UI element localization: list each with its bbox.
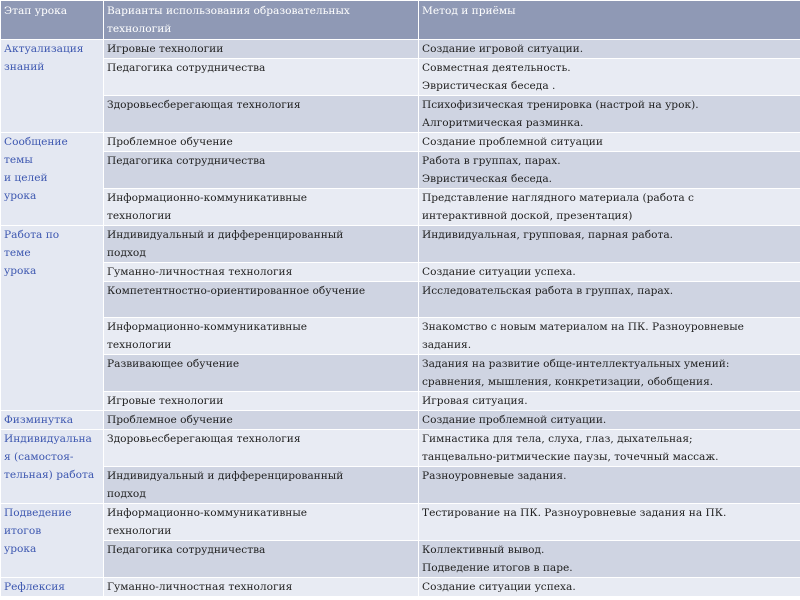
technology-cell bbox=[104, 467, 419, 504]
technology-line: подход bbox=[107, 247, 146, 259]
technology-cell bbox=[104, 40, 419, 59]
technology-cell bbox=[104, 392, 419, 411]
method-line: Психофизическая тренировка (настрой на урок). bbox=[422, 99, 699, 111]
stage-line: урока bbox=[4, 265, 37, 277]
technology-cell bbox=[104, 541, 419, 578]
method-line: Создание ситуации успеха. bbox=[422, 266, 576, 278]
method-cell bbox=[419, 541, 800, 578]
table-row bbox=[1, 504, 800, 541]
technology-line: Здоровьесберегающая технология bbox=[107, 433, 301, 445]
method-line: сравнения, мышления, конкретизации, обобщения. bbox=[422, 376, 714, 388]
stage-line: Индивидуальна bbox=[4, 433, 92, 445]
technology-cell bbox=[104, 189, 419, 226]
table-row bbox=[1, 578, 800, 597]
method-cell bbox=[419, 133, 800, 152]
stage-line: темы bbox=[4, 154, 33, 166]
method-cell bbox=[419, 282, 800, 318]
method-line: Представление наглядного материала (работа с bbox=[422, 192, 694, 204]
technology-line: Индивидуальный и дифференцированный bbox=[107, 470, 344, 482]
table-row bbox=[1, 96, 800, 133]
method-cell bbox=[419, 96, 800, 133]
table-row bbox=[1, 226, 800, 263]
method-line: Тестирование на ПК. Разноуровневые задания на ПК. bbox=[422, 507, 727, 519]
method-line: Подведение итогов в паре. bbox=[422, 562, 573, 574]
method-line: Создание проблемной ситуации bbox=[422, 136, 603, 148]
technology-line: технологии bbox=[107, 210, 172, 222]
technology-line: Проблемное обучение bbox=[107, 414, 233, 426]
technology-cell bbox=[104, 133, 419, 152]
table-row bbox=[1, 282, 800, 318]
table-row bbox=[1, 263, 800, 282]
technology-cell bbox=[104, 355, 419, 392]
stage-line: Физминутка bbox=[4, 414, 74, 426]
stage-line: я (самостоя- bbox=[4, 451, 74, 463]
stage-cell bbox=[1, 430, 104, 504]
method-line: танцевально-ритмические паузы, точечный массаж. bbox=[422, 451, 719, 463]
stage-line: и целей bbox=[4, 172, 48, 184]
stage-line: Рефлексия bbox=[4, 581, 65, 593]
method-line: Исследовательская работа в группах, парах. bbox=[422, 285, 674, 297]
table-row bbox=[1, 59, 800, 96]
technology-cell bbox=[104, 263, 419, 282]
technology-line: Гуманно-личностная технология bbox=[107, 266, 293, 278]
method-cell bbox=[419, 189, 800, 226]
technology-line: Индивидуальный и дифференцированный bbox=[107, 229, 344, 241]
stage-cell bbox=[1, 578, 104, 597]
method-cell bbox=[419, 504, 800, 541]
table-row bbox=[1, 392, 800, 411]
table-row bbox=[1, 430, 800, 467]
method-cell bbox=[419, 355, 800, 392]
technology-cell bbox=[104, 282, 419, 318]
header-stage: Этап урока bbox=[1, 1, 104, 40]
method-line: Создание ситуации успеха. bbox=[422, 581, 576, 593]
method-cell bbox=[419, 263, 800, 282]
technology-line: Информационно-коммуникативные bbox=[107, 507, 308, 519]
technology-line: Игровые технологии bbox=[107, 43, 224, 55]
table-row bbox=[1, 541, 800, 578]
header-technologies: Варианты использования образовательных технологий bbox=[104, 1, 419, 40]
table-row bbox=[1, 189, 800, 226]
method-line: Создание проблемной ситуации. bbox=[422, 414, 607, 426]
stage-line: Работа по bbox=[4, 229, 60, 241]
table-row bbox=[1, 133, 800, 152]
stage-line: урока bbox=[4, 190, 37, 202]
method-cell bbox=[419, 318, 800, 355]
method-cell bbox=[419, 392, 800, 411]
header-methods: Метод и приёмы bbox=[419, 1, 800, 40]
technology-line: Педагогика сотрудничества bbox=[107, 544, 266, 556]
stage-line: урока bbox=[4, 543, 37, 555]
technology-line: подход bbox=[107, 488, 146, 500]
method-cell bbox=[419, 467, 800, 504]
method-cell bbox=[419, 578, 800, 597]
technology-line: Педагогика сотрудничества bbox=[107, 62, 266, 74]
table-row bbox=[1, 467, 800, 504]
method-cell bbox=[419, 411, 800, 430]
technology-line: Проблемное обучение bbox=[107, 136, 233, 148]
technology-cell bbox=[104, 430, 419, 467]
technology-line: технологии bbox=[107, 525, 172, 537]
stage-line: знаний bbox=[4, 61, 45, 73]
stage-line: итогов bbox=[4, 525, 42, 537]
technology-cell bbox=[104, 578, 419, 597]
method-line: Задания на развитие обще-интеллектуальных умений: bbox=[422, 358, 730, 370]
stage-cell bbox=[1, 40, 104, 133]
stage-line: Актуализация bbox=[4, 43, 84, 55]
method-line: задания. bbox=[422, 339, 472, 351]
method-line: Гимнастика для тела, слуха, глаз, дыхательная; bbox=[422, 433, 693, 445]
method-line: Эвристическая беседа. bbox=[422, 173, 553, 185]
technology-line: Здоровьесберегающая технология bbox=[107, 99, 301, 111]
stage-line: тельная) работа bbox=[4, 469, 95, 481]
method-line: Разноуровневые задания. bbox=[422, 470, 567, 482]
method-line: Игровая ситуация. bbox=[422, 395, 528, 407]
technology-cell bbox=[104, 59, 419, 96]
table-row bbox=[1, 152, 800, 189]
method-line: Алгоритмическая разминка. bbox=[422, 117, 584, 129]
method-line: Работа в группах, парах. bbox=[422, 155, 561, 167]
method-line: Создание игровой ситуации. bbox=[422, 43, 584, 55]
method-line: Коллективный вывод. bbox=[422, 544, 545, 556]
technology-cell bbox=[104, 226, 419, 263]
table-row bbox=[1, 40, 800, 59]
stage-line: Подведение bbox=[4, 507, 72, 519]
technology-line: Информационно-коммуникативные bbox=[107, 321, 308, 333]
stage-cell bbox=[1, 133, 104, 226]
technology-cell bbox=[104, 318, 419, 355]
technology-line: Игровые технологии bbox=[107, 395, 224, 407]
technology-cell bbox=[104, 152, 419, 189]
method-line: Индивидуальная, групповая, парная работа. bbox=[422, 229, 674, 241]
method-cell bbox=[419, 59, 800, 96]
header-row bbox=[1, 1, 800, 40]
technology-line: Педагогика сотрудничества bbox=[107, 155, 266, 167]
method-line: интерактивной доской, презентация) bbox=[422, 210, 633, 222]
method-cell bbox=[419, 430, 800, 467]
technology-line: Гуманно-личностная технология bbox=[107, 581, 293, 593]
technology-line: технологии bbox=[107, 339, 172, 351]
method-line: Знакомство с новым материалом на ПК. Разноуровневые bbox=[422, 321, 744, 333]
stage-line: теме bbox=[4, 247, 31, 259]
method-line: Эвристическая беседа . bbox=[422, 80, 556, 92]
method-cell bbox=[419, 152, 800, 189]
table-row bbox=[1, 355, 800, 392]
technology-line: Информационно-коммуникативные bbox=[107, 192, 308, 204]
stage-line: Сообщение bbox=[4, 136, 68, 148]
table-row bbox=[1, 318, 800, 355]
technology-line: Развивающее обучение bbox=[107, 358, 240, 370]
table-row bbox=[1, 411, 800, 430]
technology-cell bbox=[104, 411, 419, 430]
method-line: Совместная деятельность. bbox=[422, 62, 571, 74]
method-cell bbox=[419, 40, 800, 59]
technology-cell bbox=[104, 96, 419, 133]
stage-cell bbox=[1, 411, 104, 430]
stage-cell bbox=[1, 504, 104, 578]
table-body bbox=[1, 40, 800, 597]
method-cell bbox=[419, 226, 800, 263]
stage-cell bbox=[1, 226, 104, 411]
technology-cell bbox=[104, 504, 419, 541]
technology-line: Компетентностно-ориентированное обучение bbox=[107, 285, 366, 297]
